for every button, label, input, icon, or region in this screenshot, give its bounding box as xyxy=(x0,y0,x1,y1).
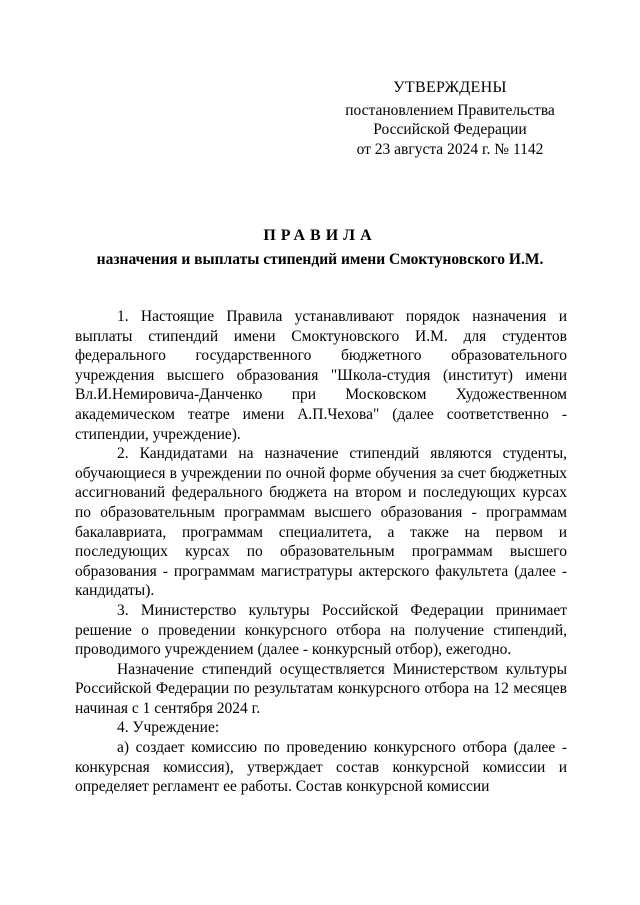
document-subtitle: назначения и выплаты стипендий имени Смоктуновского И.М. xyxy=(96,251,544,268)
approval-line-3: от 23 августа 2024 г. № 1142 xyxy=(356,140,544,158)
document-title: ПРАВИЛА xyxy=(263,227,377,244)
paragraph-6: а) создает комиссию по проведению конкурсного отбора (далее - конкурсная комиссия), утверждает состав конкурсной комиссии и определяет регламент ее работы. Состав конкурсной комиссии xyxy=(75,739,567,796)
approval-heading: УТВЕРЖДЕНЫ xyxy=(393,79,507,96)
paragraph-3: 3. Министерство культуры Российской Федерации принимает решение о проведении конкурсного отбора на получение стипендий, проводимого учреждением (далее - конкурсный отбор), ежегодно. xyxy=(75,601,567,659)
approval-line-2: Российской Федерации xyxy=(373,121,527,138)
paragraph-5: 4. Учреждение: xyxy=(117,719,220,737)
paragraph-2: 2. Кандидатами на назначение стипендий являются студенты, обучающиеся в учреждении по очной форме обучения за счет бюджетных ассигнований федерального бюджета на втором и последующих курсах по образовательным программам высшего образования - программам бакалавриата, программам специалитета, а также на первом и последующих курсах по образовательным программам высшего образования - программам магистратуры актерского факультета (далее - кандидаты). xyxy=(75,445,567,600)
approval-line-1: постановлением Правительства xyxy=(345,101,555,119)
approval-stamp xyxy=(340,78,560,159)
document-body xyxy=(75,307,567,797)
paragraph-1: 1. Настоящие Правила устанавливают порядок назначения и выплаты стипендий имени Смоктуновского И.М. для студентов федерального государственного бюджетного образовательного учреждения высшего образования "Школа-студия (институт) имени Вл.И.Немировича-Данченко при Московском Художественном академическом театре имени А.П.Чехова" (далее соответственно - стипендии, учреждение). xyxy=(75,308,567,443)
paragraph-4: Назначение стипендий осуществляется Министерством культуры Российской Федерации по результатам конкурсного отбора на 12 месяцев начиная с 1 сентября 2024 г. xyxy=(75,660,567,717)
